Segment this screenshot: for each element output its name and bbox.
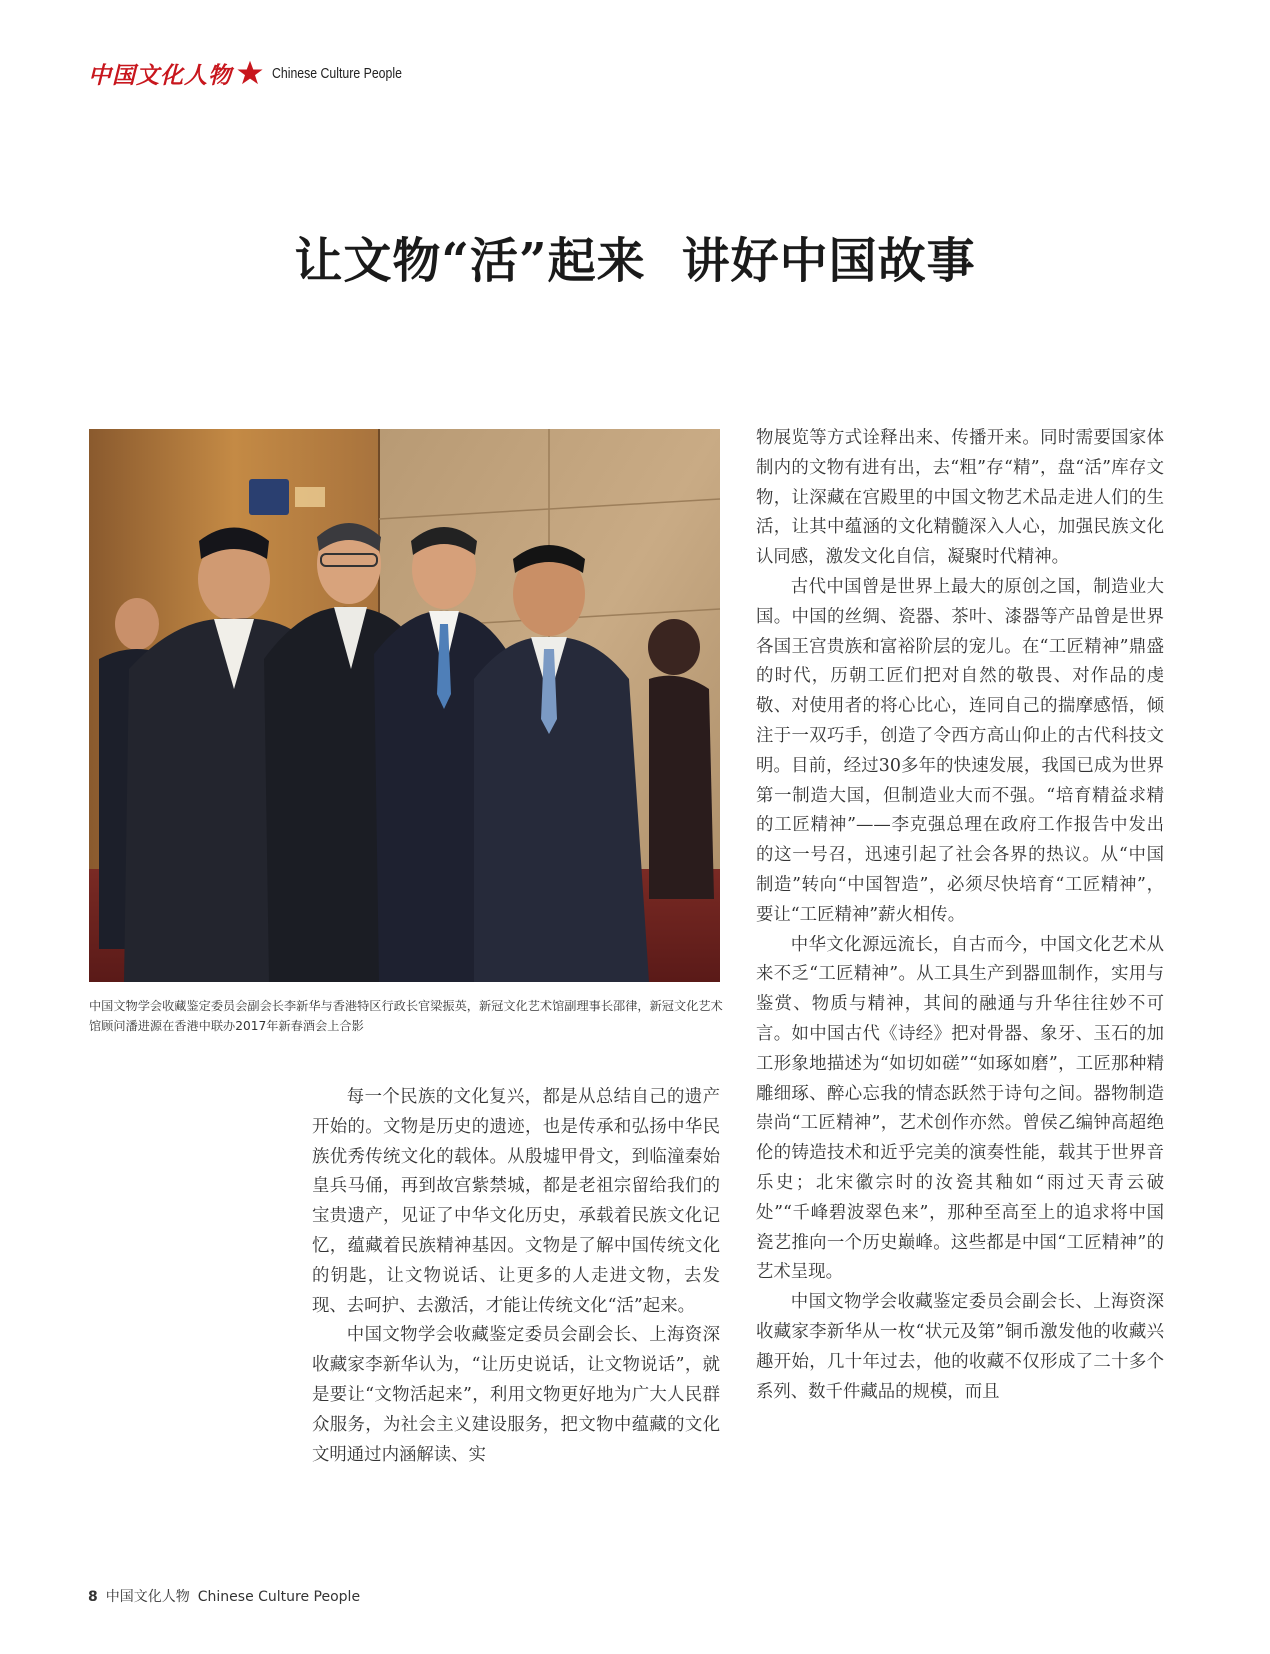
paragraph-continued: 物展览等方式诠释出来、传播开来。同时需要国家体制内的文物有进有出，去“粗”存“精”，盘“活”库存文物，让深藏在宫殿里的中国文物艺术品走进人们的生活，让其中蕴涵的文化精髓深入人心，加强民族文化认同感，激发文化自信，凝聚时代精神。: [756, 428, 1164, 568]
paragraph: 古代中国曾是世界上最大的原创之国，制造业大国。中国的丝绸、瓷器、茶叶、漆器等产品曾是世界各国王宫贵族和富裕阶层的宠儿。在“工匠精神”鼎盛的时代，历朝工匠们把对自然的敬畏、对作品的虔敬、对使用者的将心比心，连同自己的揣摩感悟，倾注于一双巧手，创造了令西方高山仰止的古代科技文明。目前，经过30多年的快速发展，我国已成为世界第一制造大国，但制造业大而不强。“培育精益求精的工匠精神”——李克强总理在政府工作报告中发出的这一号召，迅速引起了社会各界的热议。从“中国制造”转向“中国智造”，必须尽快培育“工匠精神”，要让“工匠精神”薪火相传。: [756, 576, 1164, 925]
page-number: 8: [88, 1589, 98, 1605]
footer-magazine-en: Chinese Culture People: [197, 1589, 361, 1605]
group-photo: [89, 429, 720, 982]
article-title: [0, 222, 1270, 291]
group-photo-illustration: [89, 429, 720, 982]
article-title-part1: 让文物“活”起来: [294, 233, 646, 289]
paragraph: 中国文物学会收藏鉴定委员会副会长、上海资深收藏家李新华认为，“让历史说话，让文物说话”，就是要让“文物活起来”，利用文物更好地为广大人民群众服务，为社会主义建设服务，把文物中蕴藏的文化文明通过内涵解读、实: [312, 1325, 720, 1465]
photo-caption: 中国文物学会收藏鉴定委员会副会长李新华与香港特区行政长官梁振英，新冠文化艺术馆副理事长邵律，新冠文化艺术馆顾问潘进源在香港中联办2017年新春酒会上合影: [89, 999, 723, 1033]
paragraph: 每一个民族的文化复兴，都是从总结自己的遗产开始的。文物是历史的遗迹，也是传承和弘扬中华民族优秀传统文化的载体。从殷墟甲骨文，到临潼秦始皇兵马俑，再到故宫紫禁城，都是老祖宗留给我们的宝贵遗产，见证了中华文化历史，承载着民族文化记忆，蕴藏着民族精神基因。文物是了解中国传统文化的钥匙，让文物说话、让更多的人走进文物，去发现、去呵护、去激活，才能让传统文化“活”起来。: [312, 1087, 720, 1316]
magazine-header: [88, 56, 430, 90]
paragraph: 中国文物学会收藏鉴定委员会副会长、上海资深收藏家李新华从一枚“状元及第”铜币激发他的收藏兴趣开始，几十年过去，他的收藏不仅形成了二十多个系列、数千件藏品的规模，而且: [756, 1292, 1164, 1402]
paragraph: 中华文化源远流长，自古而今，中国文化艺术从来不乏“工匠精神”。从工具生产到器皿制作，实用与鉴赏、物质与精神，其间的融通与升华往往妙不可言。如中国古代《诗经》把对骨器、象牙、玉石的加工形象地描述为“如切如磋”“如琢如磨”，工匠那种精雕细琢、醉心忘我的情态跃然于诗句之间。器物制造崇尚“工匠精神”，艺术创作亦然。曾侯乙编钟高超绝伦的铸造技术和近乎完美的演奏性能，载其于世界音乐史；北宋徽宗时的汝瓷其釉如“雨过天青云破处”“千峰碧波翠色来”，那种至高至上的追求将中国瓷艺推向一个历史巅峰。这些都是中国“工匠精神”的艺术呈现。: [756, 934, 1164, 1283]
footer-magazine-cn: 中国文化人物: [105, 1589, 190, 1605]
brand-name-cn: 中国文化人物: [88, 61, 232, 89]
star-icon: [236, 59, 264, 87]
page-footer: [88, 1586, 360, 1606]
article-title-part2: 讲好中国故事: [681, 233, 976, 289]
brand-name-en: Chinese Culture People: [272, 64, 402, 82]
article-column-left: [312, 1083, 720, 1470]
article-column-right: [756, 424, 1164, 1407]
